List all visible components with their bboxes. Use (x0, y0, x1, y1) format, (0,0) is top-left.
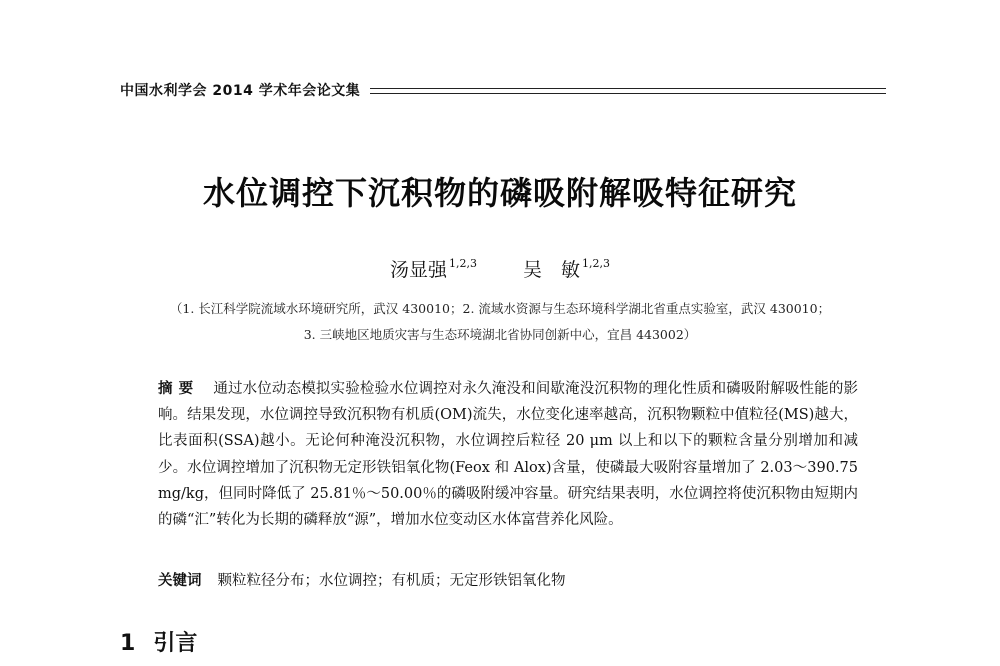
keywords-label: 关键词 (158, 573, 202, 589)
section-number: 1 (120, 631, 136, 656)
author-affil-marks: 1,2,3 (582, 257, 611, 270)
section-heading (120, 626, 197, 657)
affiliation-line-2: 3. 三峡地区地质灾害与生态环境湖北省协同创新中心，宜昌 443002） (303, 327, 697, 342)
abstract-label: 摘要 (158, 381, 200, 397)
author-line (0, 255, 1000, 282)
keywords (158, 569, 858, 590)
author-name: 吴 敏 (523, 259, 581, 281)
author-1 (390, 255, 477, 282)
author-name: 汤显强 (389, 259, 447, 281)
affiliation-line-1: （1. 长江科学院流域水环境研究所，武汉 430010；2. 流域水资源与生态环境科学湖北省重点实验室，武汉 430010； (169, 301, 831, 316)
abstract (158, 376, 858, 533)
author-2 (523, 255, 610, 282)
header-double-rule (370, 88, 886, 94)
running-title: 中国水利学会 2014 学术年会论文集 (120, 83, 361, 99)
running-header (120, 80, 886, 100)
author-affil-marks: 1,2,3 (448, 257, 477, 270)
paper-title: 水位调控下沉积物的磷吸附解吸特征研究 (202, 174, 797, 212)
keywords-text: 颗粒粒径分布；水位调控；有机质；无定形铁铝氧化物 (217, 573, 566, 589)
abstract-text: 通过水位动态模拟实验检验水位调控对永久淹没和间歇淹没沉积物的理化性质和磷吸附解吸性能的影响。结果发现，水位调控导致沉积物有机质(OM)流失，水位变化速率越高，沉积物颗粒中值粒径(MS)越大，比表面积(SSA)越小。无论何种淹没沉积物，水位调控后粒径 20 μm 以上和以下的颗粒含量分别增加和减少。水位调控增加了沉积物无定形铁铝氧化物(Feox 和 Alox)含量，使磷最大吸附容量增加了 2.03～390.75 mg/kg，但同时降低了 25.81％～50.00％的磷吸附缓冲容量。研究结果表明，水位调控将使沉积物由短期内的磷“汇”转化为长期的磷释放“源”，增加水位变动区水体富营养化风险。 (158, 381, 858, 529)
section-title: 引言 (153, 631, 198, 656)
